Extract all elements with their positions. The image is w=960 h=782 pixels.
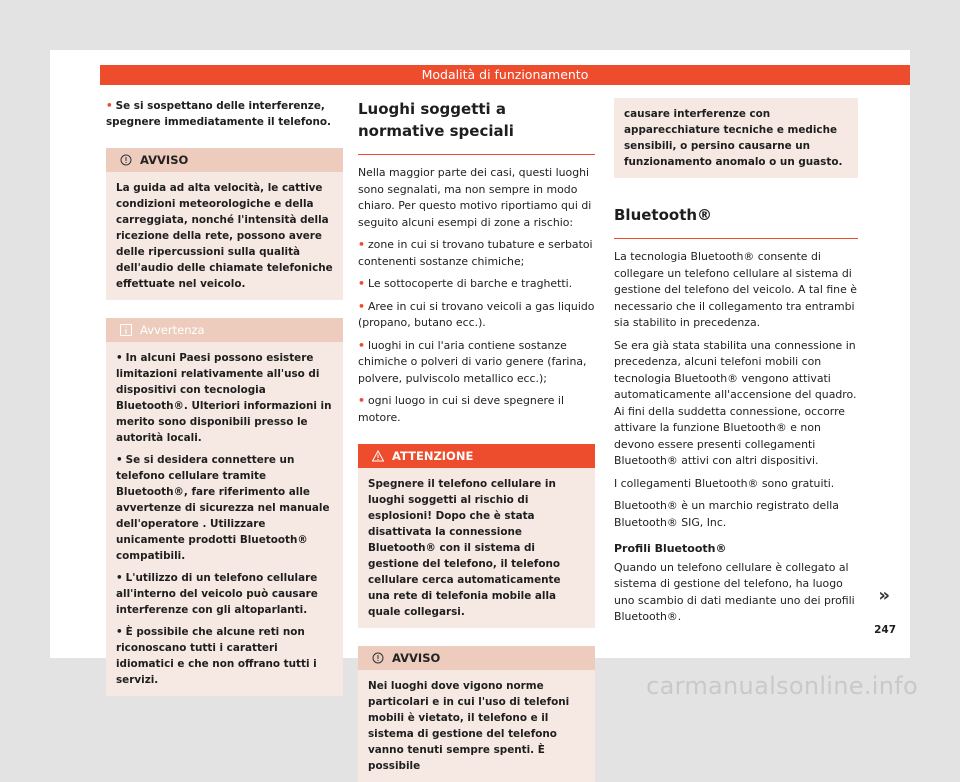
avviso2-body: Nei luoghi dove vigono norme particolari e in cui l'uso di telefoni mobili è vietato, il telefono e il sistema di gestione del telefono vanno tenuti sempre spenti. È possibile	[368, 680, 570, 772]
bluetooth-paragraph: La tecnologia Bluetooth® consente di collegare un telefono cellulare al sistema di gestione del telefono del veicolo. A tal fine è necessario che il collegamento tra entrambi sia stabilito in precedenza.	[614, 250, 857, 329]
continue-marker: »	[878, 585, 890, 606]
avvertenza-bullet: • In alcuni Paesi possono esistere limitazioni relativamente all'uso di dispositivi con tecnologia Bluetooth®. Ulteriori informazioni in merito sono disponibili presso le autorità locali.	[116, 352, 332, 444]
avvertenza-bullet: • È possibile che alcune reti non riconoscano tutti i caratteri idiomatici e che non offrano tutti i servizi.	[116, 626, 317, 686]
watermark: carmanualsonline.info	[646, 672, 918, 700]
avviso-title: AVVISO	[140, 153, 189, 167]
list-item: • ogni luogo in cui si deve spegnere il motore.	[358, 394, 564, 424]
info-circle-icon	[120, 154, 132, 166]
luoghi-intro: Nella maggior parte dei casi, questi luoghi sono segnalati, ma non sempre in modo chiaro. Per questo motivo riportiamo qui di seguito alcuni esempi di zone a rischio:	[358, 166, 592, 229]
info-circle-icon	[372, 652, 384, 664]
avviso2-title: AVVISO	[392, 651, 441, 665]
profili-paragraph: Quando un telefono cellulare è collegato al sistema di gestione del telefono, ha luogo uno scambio di dati mediante uno dei profili Bluetooth®.	[614, 560, 855, 623]
bluetooth-body	[614, 249, 858, 626]
list-item: • Aree in cui si trovano veicoli a gas liquido (propano, butano ecc.).	[358, 299, 595, 329]
bullet-dot: •	[106, 100, 113, 112]
page-header: Modalità di funzionamento	[100, 65, 910, 85]
section-title-luoghi: Luoghi soggetti a normative speciali	[358, 98, 595, 155]
warning-triangle-icon	[372, 450, 384, 462]
intro-bullet	[106, 98, 343, 130]
column-2	[358, 98, 595, 782]
attenzione-title: ATTENZIONE	[392, 449, 474, 463]
list-item: • luoghi in cui l'aria contiene sostanze chimiche o polveri di vario genere (farina, polvere, pulviscolo metallico ecc.);	[358, 338, 587, 385]
avviso2-continued-box	[614, 98, 858, 178]
avvertenza-header	[106, 318, 343, 342]
section-title-bluetooth: Bluetooth®	[614, 204, 858, 239]
avviso-body: La guida ad alta velocità, le cattive condizioni meteorologiche e della carreggiata, nonché l'intensità della ricezione della rete, possono avere delle ripercussioni sulla qualità dell'audio delle chiamate telefoniche effettuate nel veicolo.	[116, 182, 333, 290]
attenzione-box	[358, 444, 595, 628]
avviso2-box	[358, 646, 595, 782]
page-number: 247	[874, 624, 896, 636]
luoghi-body	[358, 165, 595, 426]
bluetooth-paragraph: Bluetooth® è un marchio registrato della Bluetooth® SIG, Inc.	[614, 499, 839, 529]
avvertenza-box	[106, 318, 343, 696]
info-square-icon	[120, 324, 132, 336]
attenzione-body: Spegnere il telefono cellulare in luoghi soggetti al rischio di esplosioni! Dopo che è stata disattivata la connessione Bluetooth® con il sistema di gestione del telefono, il telefono cellulare cerca automaticamente una rete di telefonia mobile alla quale collegarsi.	[368, 478, 561, 618]
bluetooth-paragraph: I collegamenti Bluetooth® sono gratuiti.	[614, 476, 835, 490]
avviso-box	[106, 148, 343, 300]
column-1	[106, 98, 343, 696]
intro-bullet-text: Se si sospettano delle interferenze, spegnere immediatamente il telefono.	[106, 100, 332, 128]
list-item: • Le sottocoperte di barche e traghetti.	[358, 277, 573, 290]
column-3	[614, 98, 858, 632]
avvertenza-bullet: • Se si desidera connettere un telefono cellulare tramite Bluetooth®, fare riferimento alle avvertenze di sicurezza nel manuale dell'operatore . Utilizzare unicamente prodotti Bluetooth® compatibili.	[116, 454, 330, 562]
bluetooth-paragraph: Se era già stata stabilita una connessione in precedenza, alcuni telefoni mobili con tecnologia Bluetooth® vengono attivati automaticamente all'accensione del quadro. Ai fini della suddetta connessione, occorre attivare la funzione Bluetooth® e non devono essere presenti collegamenti Bluetooth® attivi con altri dispositivi.	[614, 338, 857, 467]
list-item: • zone in cui si trovano tubature e serbatoi contenenti sostanze chimiche;	[358, 238, 593, 268]
avvertenza-bullet: • L'utilizzo di un telefono cellulare all'interno del veicolo può causare interferenze con gli altoparlanti.	[116, 572, 318, 616]
avvertenza-body	[106, 342, 343, 696]
avviso-header	[106, 148, 343, 172]
attenzione-header	[358, 444, 595, 468]
avvertenza-title: Avvertenza	[140, 323, 205, 337]
avviso2-continued-body: causare interferenze con apparecchiature tecniche e mediche sensibili, o persino causarne un funzionamento anomalo o un guasto.	[624, 108, 843, 168]
profili-subtitle: Profili Bluetooth®	[614, 542, 727, 555]
avviso2-header	[358, 646, 595, 670]
